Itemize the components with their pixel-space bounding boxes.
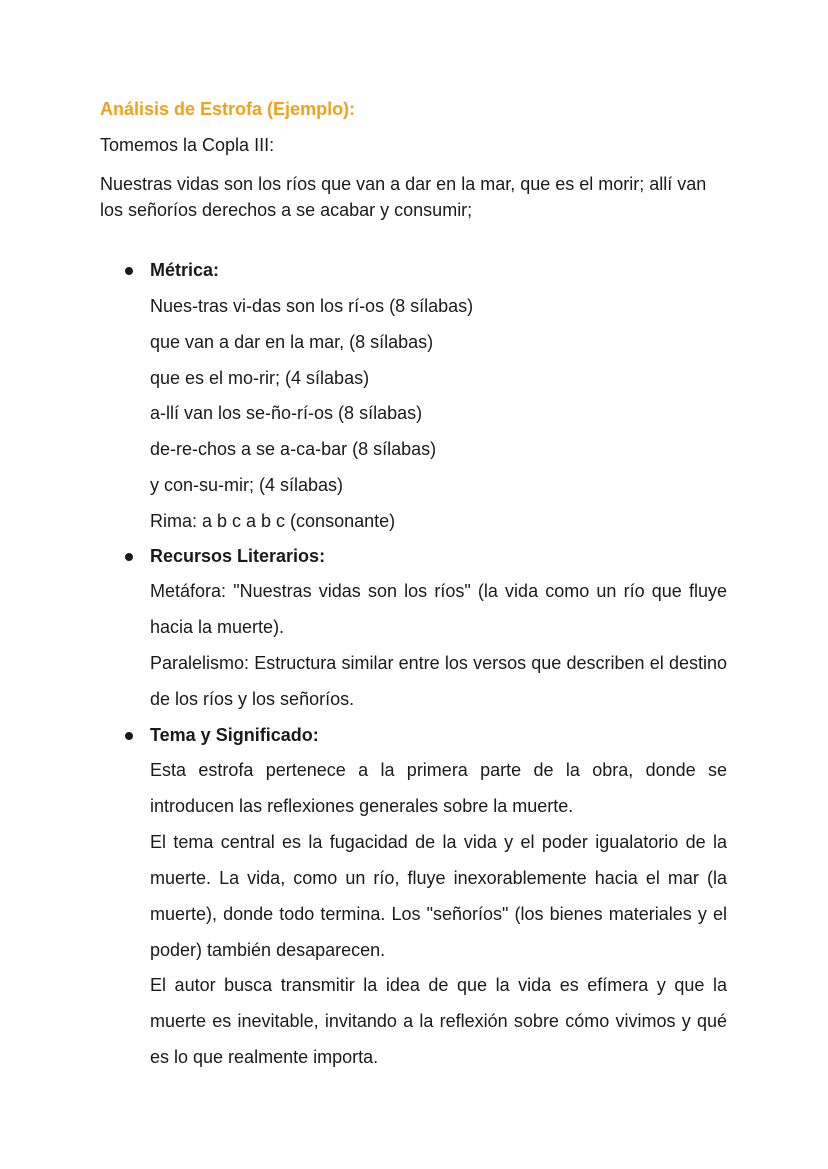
stanza-text: Nuestras vidas son los ríos que van a dar en la mar, que es el morir; allí van los señoríos derechos a se acabar y consumir; [100,174,707,220]
bullet-icon [125,732,133,740]
bullet-icon [125,267,133,275]
tema-paragraph: El autor busca transmitir la idea de que la vida es efímera y que la muerte es inevitable, invitando a la reflexión sobre cómo vivimos y qué es lo que realmente importa. [150,975,727,1067]
recursos-paragraph: Metáfora: "Nuestras vidas son los ríos" (la vida como un río que fluye hacia la muerte). [150,581,727,637]
tema-paragraph: El tema central es la fugacidad de la vida y el poder igualatorio de la muerte. La vida, como un río, fluye inexorablemente hacia el mar (la muerte), donde todo termina. Los "señoríos" (los bienes materiales y el poder) también desaparecen. [150,832,727,960]
intro-text: Tomemos la Copla III: [100,135,275,155]
metrica-line: y con-su-mir; (4 sílabas) [150,475,344,495]
metrica-title: Métrica: [150,260,220,280]
section-heading: Análisis de Estrofa (Ejemplo): [100,99,356,119]
metrica-line: de-re-chos a se a-ca-bar (8 sílabas) [150,439,437,459]
tema-paragraph: Esta estrofa pertenece a la primera parte de la obra, donde se introducen las reflexiones generales sobre la muerte. [150,760,727,816]
tema-title: Tema y Significado: [150,725,319,745]
metrica-line: que van a dar en la mar, (8 sílabas) [150,332,434,352]
metrica-line: Nues-tras vi-das son los rí-os (8 sílabas) [150,296,474,316]
metrica-line: que es el mo-rir; (4 sílabas) [150,368,370,388]
bullet-icon [125,553,133,561]
recursos-title: Recursos Literarios: [150,546,326,566]
recursos-paragraph: Paralelismo: Estructura similar entre los versos que describen el destino de los ríos y los señoríos. [150,653,727,709]
metrica-line: a-llí van los se-ño-rí-os (8 sílabas) [150,403,423,423]
metrica-line: Rima: a b c a b c (consonante) [150,511,396,531]
